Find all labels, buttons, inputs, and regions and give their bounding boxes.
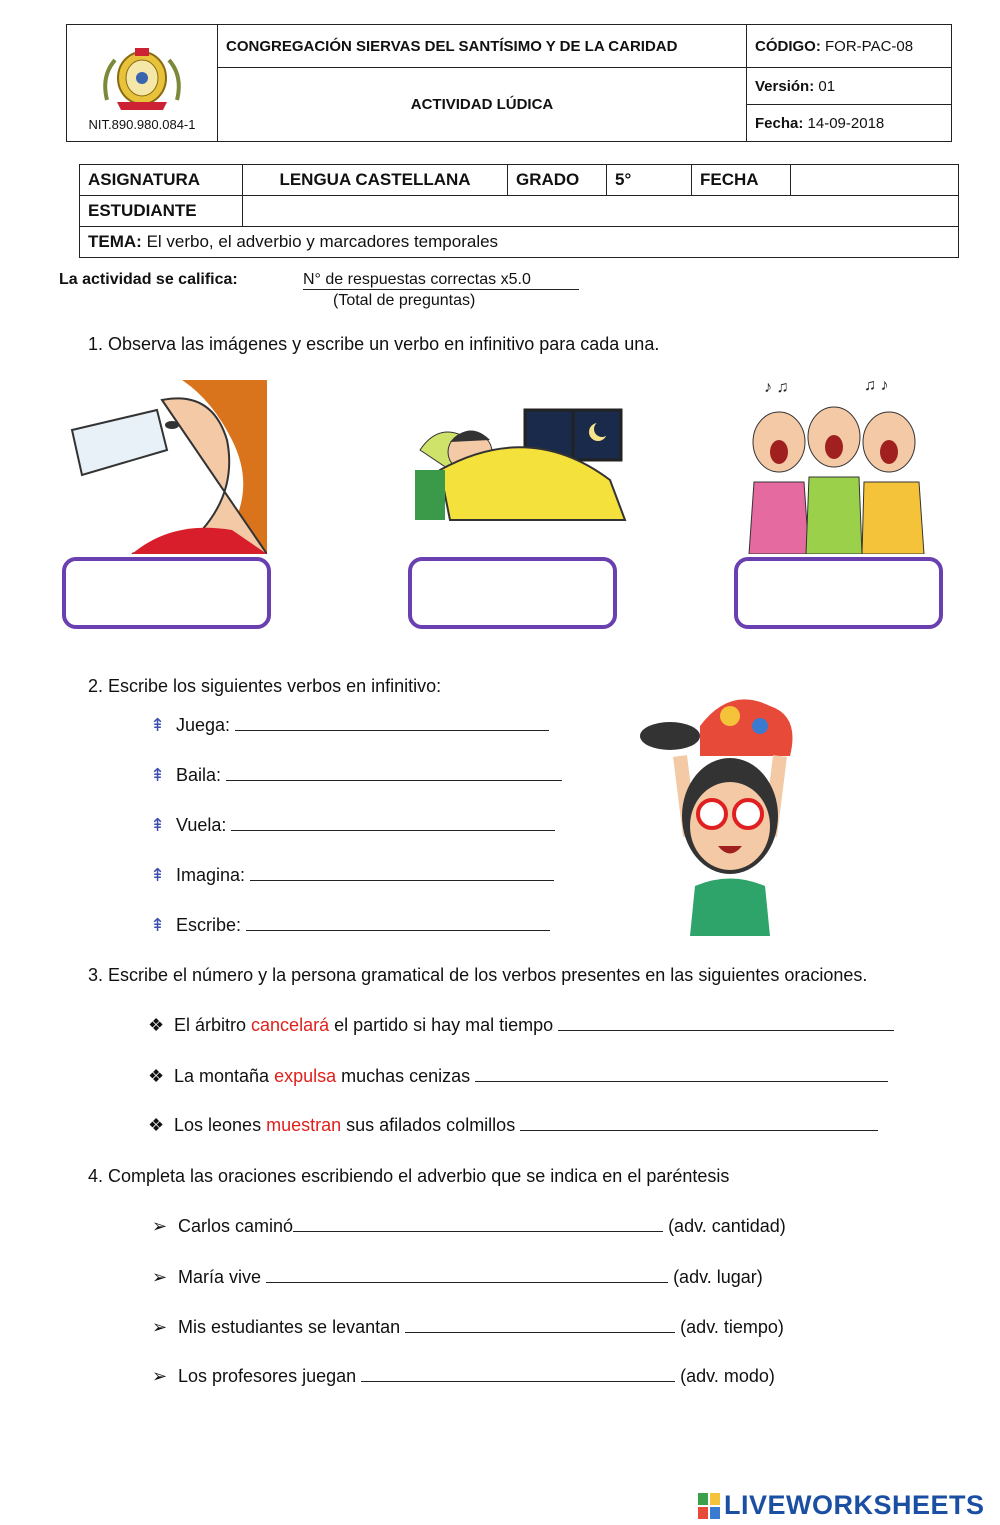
q4-item xyxy=(152,1216,786,1237)
topic-value: El verbo, el adverbio y marcadores temporales xyxy=(146,232,499,251)
arrow-head-bullet-icon: ➢ xyxy=(152,1366,168,1386)
logo-cell xyxy=(67,25,218,142)
q4-hint: (adv. modo) xyxy=(680,1366,775,1386)
fecha-input[interactable] xyxy=(791,165,959,196)
code-value: FOR-PAC-08 xyxy=(825,37,914,55)
version-value: 01 xyxy=(818,77,836,95)
svg-text:♫ ♪: ♫ ♪ xyxy=(864,377,889,394)
q4-answer-line[interactable] xyxy=(266,1268,668,1283)
q2-answer-line[interactable] xyxy=(226,766,562,781)
q4-item xyxy=(152,1366,775,1387)
q4-answer-line[interactable] xyxy=(361,1367,675,1382)
q3-verb: cancelará xyxy=(251,1015,330,1035)
q2-item xyxy=(150,815,555,836)
q2-answer-line[interactable] xyxy=(231,816,555,831)
svg-text:♪ ♫: ♪ ♫ xyxy=(764,379,789,396)
q4-hint: (adv. cantidad) xyxy=(668,1216,786,1236)
grading-numerator: N° de respuestas correctas x5.0 xyxy=(303,271,579,290)
q4-hint: (adv. tiempo) xyxy=(680,1317,784,1337)
q2-answer-line[interactable] xyxy=(250,866,554,881)
date-label: Fecha: xyxy=(755,114,804,132)
q3-answer-line[interactable] xyxy=(558,1016,894,1031)
q4-answer-line[interactable] xyxy=(405,1318,675,1333)
grade-label: GRADO xyxy=(508,165,607,196)
sleeping-child-image xyxy=(410,380,632,550)
org-name: CONGREGACIÓN SIERVAS DEL SANTÍSIMO Y DE LA CARIDAD xyxy=(218,25,747,68)
q3-verb: muestran xyxy=(266,1115,342,1135)
arrow-head-bullet-icon: ➢ xyxy=(152,1267,168,1287)
arrow-bullet-icon: ⇞ xyxy=(150,715,166,735)
q3-text-post: muchas cenizas xyxy=(336,1066,471,1086)
q2-item xyxy=(150,865,554,886)
q3-item xyxy=(148,1066,888,1087)
date-cell xyxy=(747,105,952,142)
subject-label: ASIGNATURA xyxy=(80,165,243,196)
topic-cell xyxy=(80,227,959,258)
q3-text-pre: El árbitro xyxy=(174,1015,252,1035)
date-value: 14-09-2018 xyxy=(807,114,885,132)
q3-answer-line[interactable] xyxy=(475,1067,888,1082)
student-input[interactable] xyxy=(243,196,959,227)
q3-item xyxy=(148,1115,878,1136)
answer-box-1[interactable] xyxy=(62,557,271,629)
q2-item-label: Baila: xyxy=(176,765,222,785)
info-table xyxy=(79,164,959,258)
arrow-head-bullet-icon: ➢ xyxy=(152,1317,168,1337)
subject-value: LENGUA CASTELLANA xyxy=(243,165,508,196)
q3-text-post: sus afilados colmillos xyxy=(341,1115,516,1135)
brand-text: LIVEWORKSHEETS xyxy=(724,1490,985,1520)
q4-item xyxy=(152,1317,784,1338)
q2-item xyxy=(150,915,550,936)
q4-text: María vive xyxy=(178,1267,262,1287)
q2-item-label: Vuela: xyxy=(176,815,227,835)
topic-label: TEMA: xyxy=(88,232,142,251)
fecha-label: FECHA xyxy=(692,165,791,196)
grading-label: La actividad se califica: xyxy=(59,271,238,288)
q4-text: Los profesores juegan xyxy=(178,1366,357,1386)
diamond-bullet-icon: ❖ xyxy=(148,1115,165,1135)
student-label: ESTUDIANTE xyxy=(80,196,243,227)
q2-item-label: Escribe: xyxy=(176,915,242,935)
q3-text-pre: Los leones xyxy=(174,1115,267,1135)
code-label: CÓDIGO: xyxy=(755,37,821,55)
q2-title: 2. Escribe los siguientes verbos en infinitivo: xyxy=(88,676,442,696)
q3-answer-line[interactable] xyxy=(520,1116,878,1131)
crest-logo-icon xyxy=(97,40,187,112)
q1-title: 1. Observa las imágenes y escribe un verbo en infinitivo para cada una. xyxy=(88,334,660,354)
version-cell xyxy=(747,68,952,105)
q3-title: 3. Escribe el número y la persona gramatical de los verbos presentes en las siguientes oraciones. xyxy=(88,965,868,985)
diamond-bullet-icon: ❖ xyxy=(148,1066,165,1086)
q4-title: 4. Completa las oraciones escribiendo el adverbio que se indica en el paréntesis xyxy=(88,1166,730,1186)
grade-value: 5° xyxy=(607,165,692,196)
answer-box-2[interactable] xyxy=(408,557,617,629)
code-cell xyxy=(747,25,952,68)
arrow-bullet-icon: ⇞ xyxy=(150,915,166,935)
grading-denominator: (Total de preguntas) xyxy=(333,292,476,309)
nit-text: NIT.890.980.084-1 xyxy=(88,117,196,132)
arrow-bullet-icon: ⇞ xyxy=(150,765,166,785)
q4-item xyxy=(152,1267,763,1288)
imagining-girl-image xyxy=(640,686,820,936)
q2-item-label: Juega: xyxy=(176,715,231,735)
q3-text-post: el partido si hay mal tiempo xyxy=(329,1015,554,1035)
q4-answer-line[interactable] xyxy=(293,1217,663,1232)
drinking-water-image xyxy=(62,380,267,554)
q4-hint: (adv. lugar) xyxy=(673,1267,763,1287)
q2-item xyxy=(150,765,562,786)
doc-type: ACTIVIDAD LÚDICA xyxy=(218,68,747,142)
arrow-bullet-icon: ⇞ xyxy=(150,865,166,885)
singing-kids-image xyxy=(734,372,934,554)
header-table xyxy=(66,24,952,142)
footer-brand xyxy=(698,1490,985,1521)
version-label: Versión: xyxy=(755,77,815,95)
diamond-bullet-icon: ❖ xyxy=(148,1015,165,1035)
q2-answer-line[interactable] xyxy=(246,916,550,931)
liveworksheets-logo-icon xyxy=(698,1493,720,1519)
q4-text: Mis estudiantes se levantan xyxy=(178,1317,401,1337)
q2-item-label: Imagina: xyxy=(176,865,246,885)
answer-box-3[interactable] xyxy=(734,557,943,629)
arrow-head-bullet-icon: ➢ xyxy=(152,1216,168,1236)
q4-text: Carlos caminó xyxy=(178,1216,294,1236)
q2-answer-line[interactable] xyxy=(235,716,549,731)
q2-item xyxy=(150,715,549,736)
q3-item xyxy=(148,1015,894,1036)
q3-verb: expulsa xyxy=(274,1066,337,1086)
q3-text-pre: La montaña xyxy=(174,1066,275,1086)
arrow-bullet-icon: ⇞ xyxy=(150,815,166,835)
